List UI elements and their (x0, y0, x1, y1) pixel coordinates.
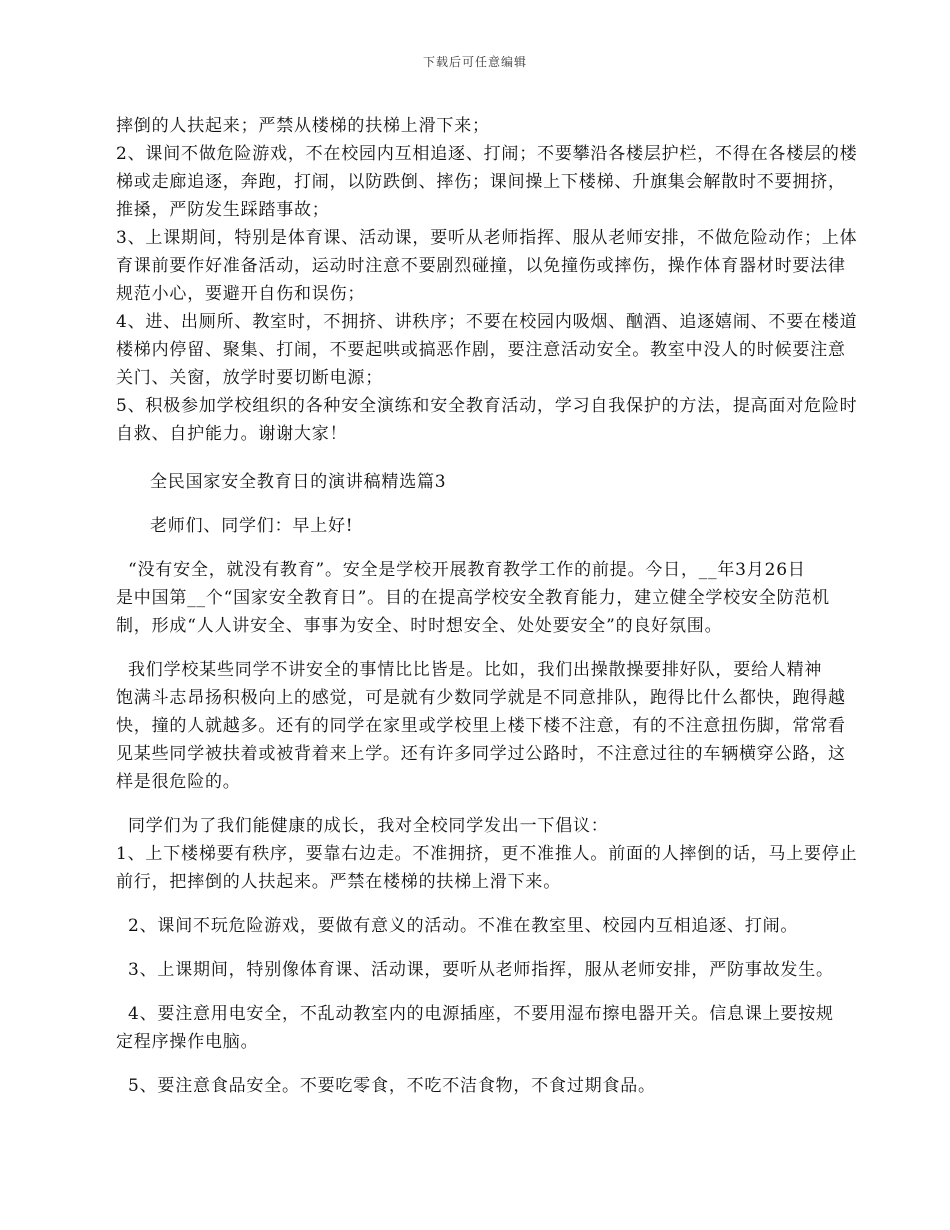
page-header: 下载后可任意编辑 (422, 55, 527, 69)
text-line: 饱满斗志昂扬积极向上的感觉，可是就有少数同学就是不同意排队，跑得比什么都快，跑得越 (116, 688, 846, 708)
text-line: 是中国第__个“国家安全教育日”。目的在提高学校安全教育能力，建立健全学校安全防范机 (116, 588, 830, 608)
text-line: 2、课间不做危险游戏，不在校园内互相追逐、打闹；不要攀沿各楼层护栏，不得在各楼层的楼 (116, 144, 858, 164)
greeting: 老师们、同学们：早上好! (150, 516, 354, 536)
text-line: 我们学校某些同学不讲安全的事情比比皆是。比如，我们出操散操要排好队，要给人精神 (128, 660, 823, 680)
list-item-4 (116, 1000, 862, 1056)
text-line: 见某些同学被扶着或被背着来上学。还有许多同学过公路时，不注意过往的车辆横穿公路，这 (116, 744, 846, 764)
list-item-2: 2、课间不玩危险游戏，要做有意义的活动。不准在教室里、校园内互相追逐、打闹。 (128, 916, 799, 936)
list-item-5: 5、要注意食品安全。不要吃零食，不吃不洁食物，不食过期食品。 (128, 1076, 656, 1096)
text-line: 快，撞的人就越多。还有的同学在家里或学校里上楼下楼不注意，有的不注意扭伤脚，常常看 (116, 716, 846, 736)
text-line: 3、上课期间，特别是体育课、活动课，要听从老师指挥、服从老师安排，不做危险动作；上体 (116, 228, 858, 248)
text-line: 楼梯内停留、聚集、打闹，不要起哄或搞恶作剧，要注意活动安全。教室中没人的时候要注意 (116, 340, 846, 360)
text-line: 1、上下楼梯要有秩序，要靠右边走。不准拥挤，更不准推人。前面的人摔倒的话，马上要停止 (116, 844, 858, 864)
text-line: 梯或走廊追逐，奔跑，打闹，以防跌倒、摔伤；课间操上下楼梯、升旗集会解散时不要拥挤， (116, 172, 846, 192)
list-item-3: 3、上课期间，特别像体育课、活动课，要听从老师指挥，服从老师安排，严防事故发生。 (128, 960, 834, 980)
text-line: 推搡，严防发生踩踏事故； (116, 200, 330, 220)
text-line: 育课前要作好准备活动，运动时注意不要剧烈碰撞，以免撞伤或摔伤，操作体育器材时要法律 (116, 256, 846, 276)
section-title: 全民国家安全教育日的演讲稿精选篇3 (150, 472, 447, 492)
paragraph-1 (116, 556, 862, 640)
document-body (116, 112, 862, 1100)
text-line: 关门、关窗，放学时要切断电源； (116, 368, 383, 388)
text-line: 4、要注意用电安全，不乱动教室内的电源插座，不要用湿布擦电器开关。信息课上要按规 (128, 1004, 834, 1024)
text-line: “没有安全，就没有教育”。安全是学校开展教育教学工作的前提。今日，__年3月26日 (128, 560, 806, 580)
text-line: 样是很危险的。 (116, 772, 241, 792)
text-line: 同学们为了我们能健康的成长，我对全校同学发出一下倡议： (128, 816, 609, 836)
text-line: 制，形成“人人讲安全、事事为安全、时时想安全、处处要安全”的良好氛围。 (116, 616, 723, 636)
text-line: 定程序操作电脑。 (116, 1032, 259, 1052)
paragraph-3 (116, 812, 862, 896)
text-line: 自救、自护能力。谢谢大家！ (116, 424, 348, 444)
text-line: 5、积极参加学校组织的各种安全演练和安全教育活动，学习自我保护的方法，提高面对危险时 (116, 396, 858, 416)
text-line: 规范小心，要避开自伤和误伤； (116, 284, 366, 304)
text-line: 前行，把摔倒的人扶起来。严禁在楼梯的扶梯上滑下来。 (116, 872, 561, 892)
text-line: 4、进、出厕所、教室时，不拥挤、讲秩序；不要在校园内吸烟、酗酒、追逐嬉闹、不要在楼道 (116, 312, 858, 332)
continued-list (116, 112, 862, 448)
paragraph-2 (116, 656, 862, 796)
text-line: 摔倒的人扶起来；严禁从楼梯的扶梯上滑下来； (116, 116, 490, 136)
